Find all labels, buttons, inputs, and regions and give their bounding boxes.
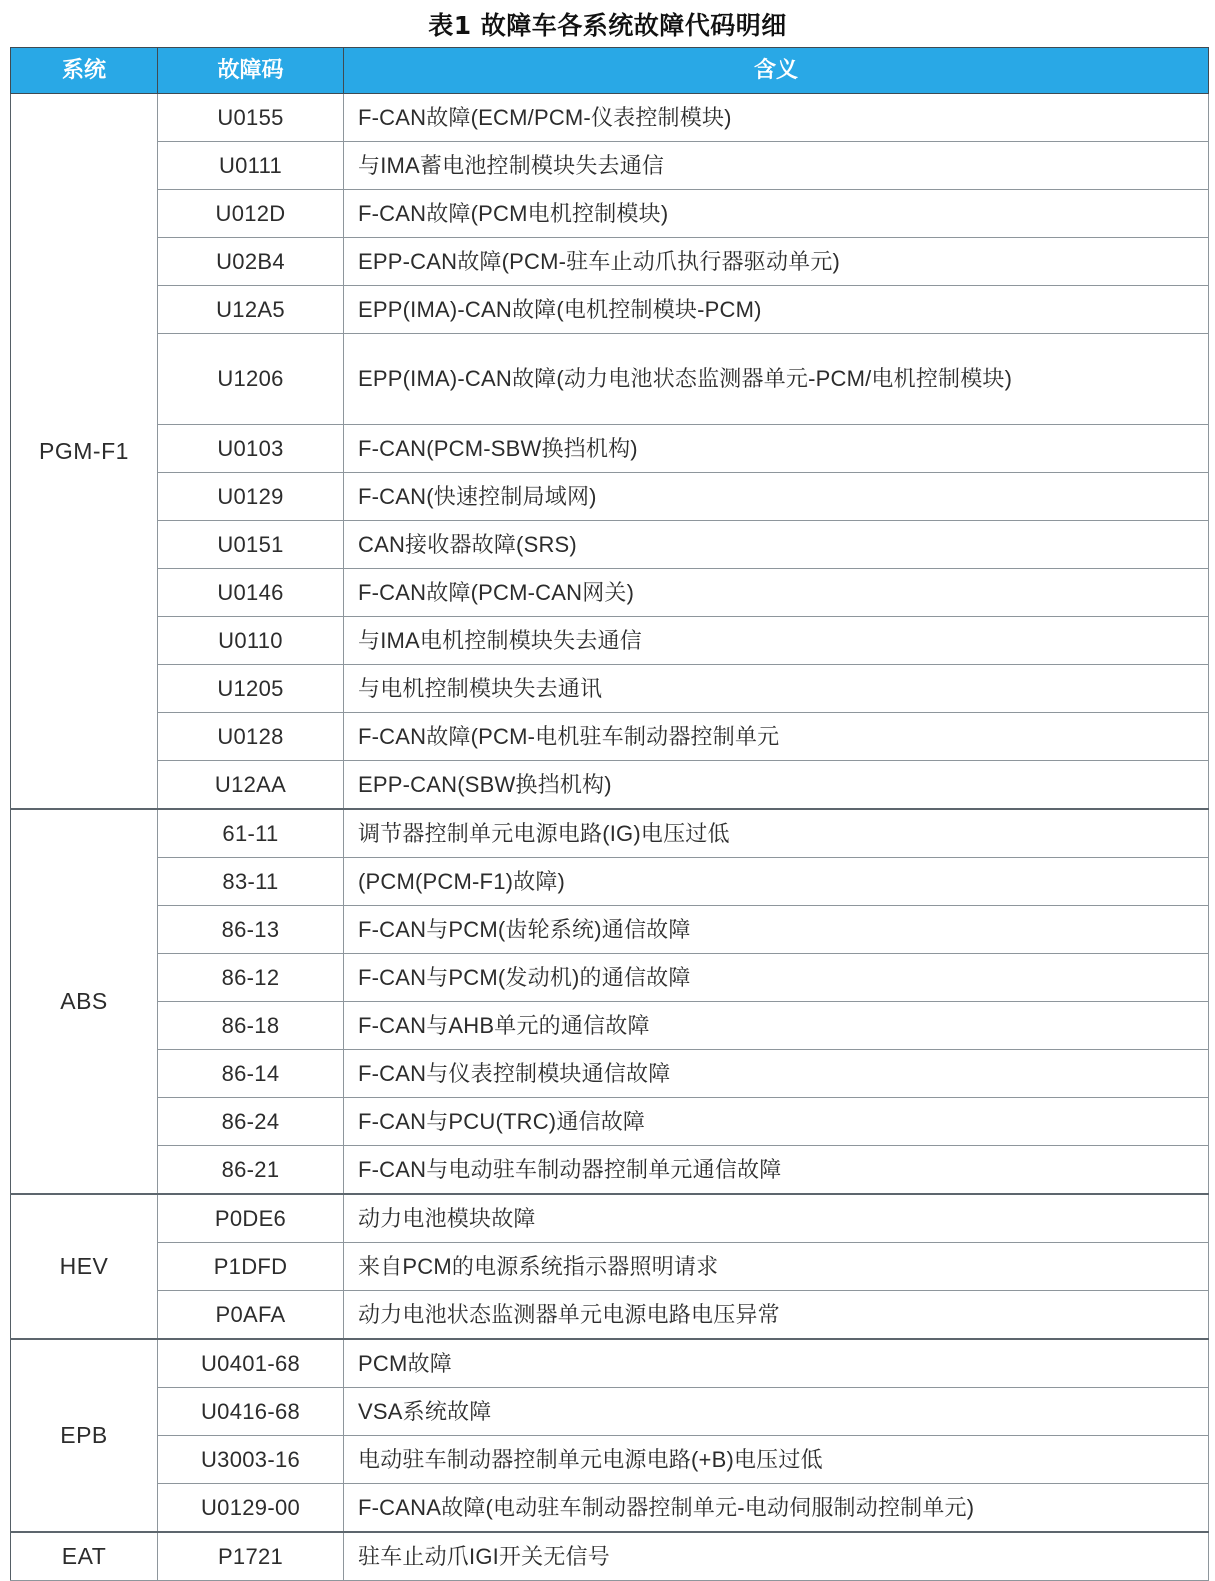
table-row [11, 906, 1209, 954]
fault-code-cell: U1205 [158, 665, 344, 713]
table-row [11, 665, 1209, 713]
fault-code-cell: P1721 [158, 1532, 344, 1581]
fault-meaning-cell: 动力电池状态监测器单元电源电路电压异常 [344, 1291, 1209, 1340]
fault-meaning-cell: VSA系统故障 [344, 1388, 1209, 1436]
header-row [11, 48, 1209, 94]
system-cell: ABS [11, 809, 158, 1194]
table-row [11, 1291, 1209, 1340]
fault-code-table [10, 47, 1209, 1581]
fault-code-cell: 86-14 [158, 1050, 344, 1098]
fault-meaning-cell: CAN接收器故障(SRS) [344, 521, 1209, 569]
table-row [11, 1146, 1209, 1195]
table-row [11, 858, 1209, 906]
table-row [11, 521, 1209, 569]
table-header [11, 48, 1209, 94]
table-row [11, 569, 1209, 617]
system-cell: EAT [11, 1532, 158, 1581]
fault-meaning-cell: F-CAN与仪表控制模块通信故障 [344, 1050, 1209, 1098]
table-row [11, 617, 1209, 665]
fault-code-cell: U3003-16 [158, 1436, 344, 1484]
fault-code-cell: U0401-68 [158, 1339, 344, 1388]
fault-meaning-cell: 与电机控制模块失去通讯 [344, 665, 1209, 713]
fault-code-cell: U012D [158, 190, 344, 238]
table-row [11, 190, 1209, 238]
table-row [11, 1098, 1209, 1146]
fault-code-cell: U0111 [158, 142, 344, 190]
table-row [11, 1436, 1209, 1484]
table-row [11, 238, 1209, 286]
fault-code-cell: 86-12 [158, 954, 344, 1002]
column-header-meaning: 含义 [344, 48, 1209, 94]
fault-code-cell: 86-13 [158, 906, 344, 954]
table-row [11, 1194, 1209, 1243]
table-row [11, 1050, 1209, 1098]
fault-meaning-cell: (PCM(PCM-F1)故障) [344, 858, 1209, 906]
fault-meaning-cell: 与IMA电机控制模块失去通信 [344, 617, 1209, 665]
system-cell: HEV [11, 1194, 158, 1339]
fault-code-cell: U0128 [158, 713, 344, 761]
table-row [11, 1002, 1209, 1050]
fault-code-cell: 86-24 [158, 1098, 344, 1146]
fault-meaning-cell: EPP(IMA)-CAN故障(电机控制模块-PCM) [344, 286, 1209, 334]
fault-meaning-cell: 调节器控制单元电源电路(IG)电压过低 [344, 809, 1209, 858]
fault-meaning-cell: F-CAN与PCM(齿轮系统)通信故障 [344, 906, 1209, 954]
table-row [11, 286, 1209, 334]
column-header-system: 系统 [11, 48, 158, 94]
fault-meaning-cell: F-CAN与PCU(TRC)通信故障 [344, 1098, 1209, 1146]
table-row [11, 713, 1209, 761]
fault-code-cell: 86-18 [158, 1002, 344, 1050]
system-cell: EPB [11, 1339, 158, 1532]
fault-meaning-cell: F-CANA故障(电动驻车制动器控制单元-电动伺服制动控制单元) [344, 1484, 1209, 1533]
fault-meaning-cell: F-CAN故障(ECM/PCM-仪表控制模块) [344, 94, 1209, 142]
fault-code-cell: U0151 [158, 521, 344, 569]
fault-meaning-cell: EPP-CAN故障(PCM-驻车止动爪执行器驱动单元) [344, 238, 1209, 286]
fault-code-cell: U12AA [158, 761, 344, 810]
table-row [11, 761, 1209, 810]
table-row [11, 334, 1209, 425]
table-row [11, 473, 1209, 521]
fault-code-cell: U0103 [158, 425, 344, 473]
fault-meaning-cell: F-CAN故障(PCM-电机驻车制动器控制单元 [344, 713, 1209, 761]
fault-code-cell: U0155 [158, 94, 344, 142]
fault-code-cell: U02B4 [158, 238, 344, 286]
fault-meaning-cell: F-CAN与AHB单元的通信故障 [344, 1002, 1209, 1050]
fault-code-cell: P0DE6 [158, 1194, 344, 1243]
table-body [11, 94, 1209, 1581]
fault-meaning-cell: EPP-CAN(SBW换挡机构) [344, 761, 1209, 810]
table-row [11, 1388, 1209, 1436]
system-cell: PGM-F1 [11, 94, 158, 810]
table-row [11, 1339, 1209, 1388]
fault-code-table-container [10, 47, 1208, 1581]
table-row [11, 425, 1209, 473]
fault-code-cell: 83-11 [158, 858, 344, 906]
column-header-code: 故障码 [158, 48, 344, 94]
fault-meaning-cell: F-CAN故障(PCM-CAN网关) [344, 569, 1209, 617]
fault-meaning-cell: F-CAN与电动驻车制动器控制单元通信故障 [344, 1146, 1209, 1195]
table-row [11, 809, 1209, 858]
fault-code-cell: U0129-00 [158, 1484, 344, 1533]
fault-meaning-cell: EPP(IMA)-CAN故障(动力电池状态监测器单元-PCM/电机控制模块) [344, 334, 1209, 425]
fault-meaning-cell: F-CAN(快速控制局域网) [344, 473, 1209, 521]
table-row [11, 1243, 1209, 1291]
fault-meaning-cell: PCM故障 [344, 1339, 1209, 1388]
fault-meaning-cell: 电动驻车制动器控制单元电源电路(+B)电压过低 [344, 1436, 1209, 1484]
table-row [11, 954, 1209, 1002]
fault-code-cell: P1DFD [158, 1243, 344, 1291]
fault-code-cell: P0AFA [158, 1291, 344, 1340]
table-row [11, 94, 1209, 142]
page-title: 表1 故障车各系统故障代码明细 [428, 11, 787, 40]
fault-meaning-cell: F-CAN(PCM-SBW换挡机构) [344, 425, 1209, 473]
fault-code-cell: U0146 [158, 569, 344, 617]
fault-meaning-cell: 驻车止动爪IGI开关无信号 [344, 1532, 1209, 1581]
fault-code-cell: 86-21 [158, 1146, 344, 1195]
fault-code-cell: U0110 [158, 617, 344, 665]
fault-meaning-cell: 与IMA蓄电池控制模块失去通信 [344, 142, 1209, 190]
fault-code-cell: U0129 [158, 473, 344, 521]
fault-meaning-cell: 动力电池模块故障 [344, 1194, 1209, 1243]
fault-code-cell: U1206 [158, 334, 344, 425]
fault-code-cell: U0416-68 [158, 1388, 344, 1436]
table-row [11, 1532, 1209, 1581]
fault-meaning-cell: F-CAN与PCM(发动机)的通信故障 [344, 954, 1209, 1002]
fault-meaning-cell: F-CAN故障(PCM电机控制模块) [344, 190, 1209, 238]
fault-meaning-cell: 来自PCM的电源系统指示器照明请求 [344, 1243, 1209, 1291]
fault-code-cell: 61-11 [158, 809, 344, 858]
table-row [11, 142, 1209, 190]
fault-code-cell: U12A5 [158, 286, 344, 334]
table-row [11, 1484, 1209, 1533]
